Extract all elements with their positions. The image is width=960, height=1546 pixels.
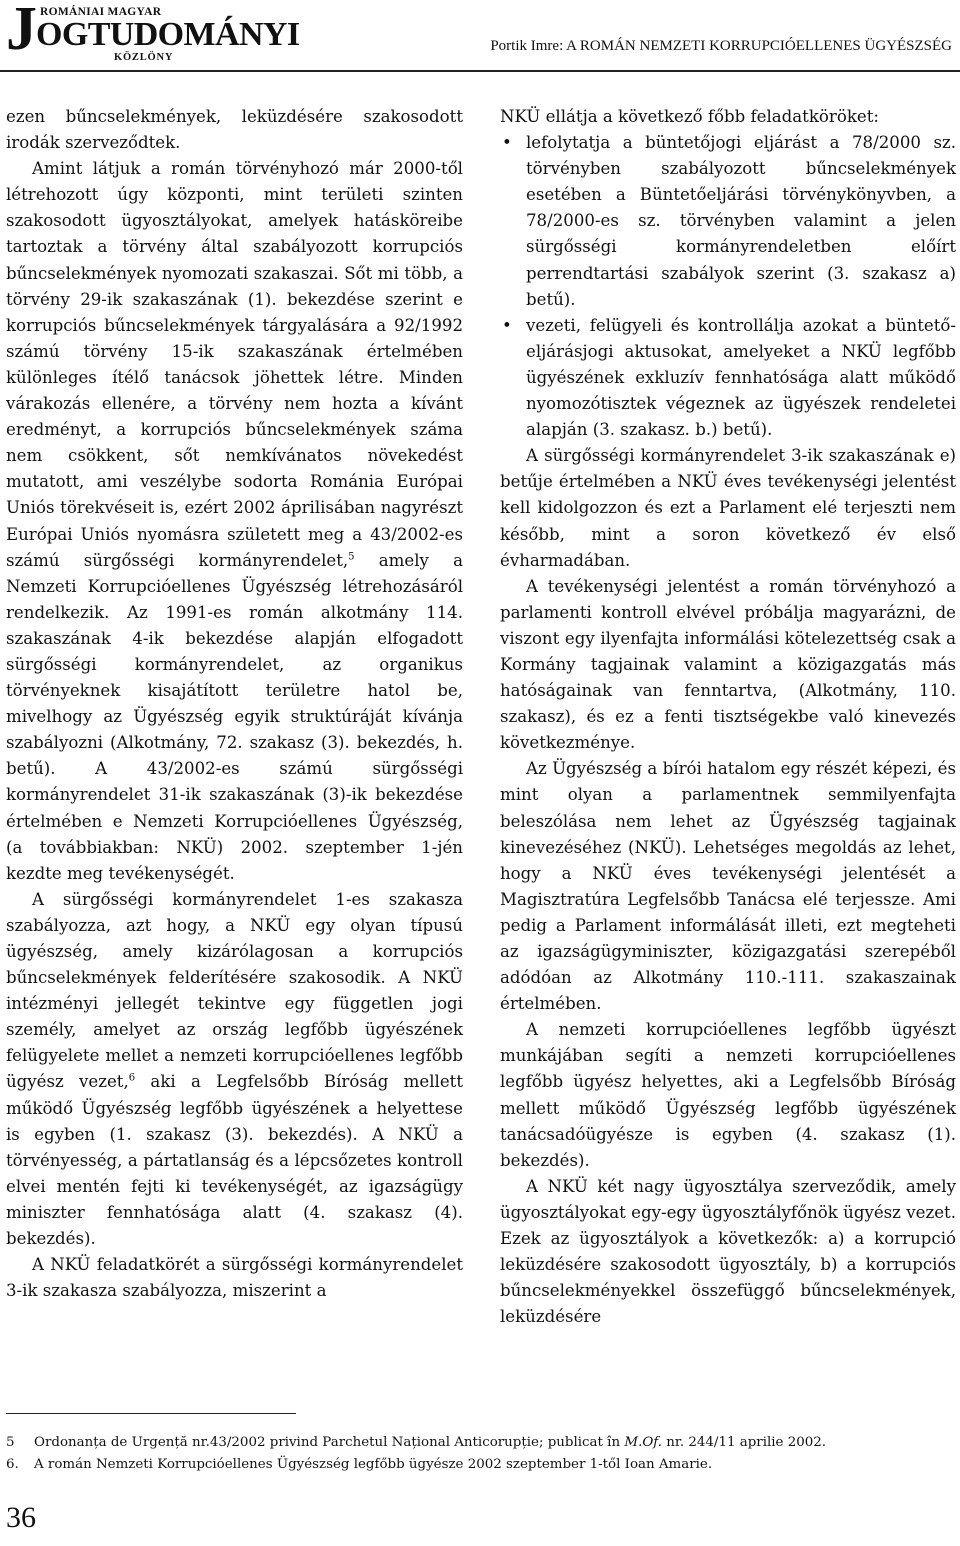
paragraph <box>6 887 463 1252</box>
footnote-ref[interactable]: 6 <box>128 1072 136 1084</box>
paragraph: A nemzeti korrupcióellenes legfőbb ügyészt munkájában segíti a nemzeti korrupcióellenes legfőbb ügyész helyettes, aki a Legfelsőbb Bíróság mellett működő Ügyészség legfőbb ügyészének tanácsadóügyésze is egyben (4. szakasz (1). bekezdés). <box>500 1020 956 1170</box>
masthead-subtitle: KÖZLÖNY <box>114 52 174 63</box>
paragraph: A sürgősségi kormányrendelet 3-ik szakaszának e) betűje értelmében a NKÜ éves tevékenységi jelentést kell kidolgozzon és ezt a Parlament elé terjeszti nem később, mint a soron következő év első évharmadában. <box>500 446 956 570</box>
footnote-ref[interactable]: 5 <box>348 551 355 563</box>
masthead-title: OGTUDOMÁNYI <box>36 16 300 53</box>
page-number: 36 <box>6 1501 36 1534</box>
right-column <box>500 104 956 1330</box>
header-rule <box>0 70 960 72</box>
running-head: Portik Imre: A ROMÁN NEMZETI KORRUPCIÓELLENES ÜGYÉSZSÉG <box>490 38 952 54</box>
list-item-text: lefolytatja a büntetőjogi eljárást a 78/2000 sz. törvényben szabályozott bűncselekmények esetében a Büntetőeljárási törvénykönyvben, a 78/2000-es sz. törvényben valamint a jelen sürgősségi kormányrendeletben előírt perrendtartási szabályok szerint (3. szakasz a) betű). <box>526 133 956 309</box>
footnote-text: A román Nemzeti Korrupcióellenes Ügyészség legfőbb ügyésze 2002 szeptember 1-től Ioan Amarie. <box>34 1457 713 1472</box>
list-item <box>500 130 956 313</box>
paragraph: ezen bűncselekmények, leküzdésére szakosodott irodák szerveződtek. <box>6 107 463 153</box>
footnote <box>6 1432 956 1454</box>
footnotes <box>6 1432 956 1476</box>
masthead-top-line: ROMÁNIAI MAGYAR <box>40 6 162 18</box>
footnote <box>6 1454 956 1476</box>
paragraph: NKÜ ellátja a következő főbb feladatköröket: <box>500 107 879 126</box>
paragraph-text: amely a Nemzeti Korrupcióellenes Ügyészség létrehozásáról rendelkezik. Az 1991-es román alkotmány 114. szakaszának 4-ik bekezdése alapján elfogadott sürgősségi kormányrendelet, az organikus törvényeknek kisajátított területre hatol be, mivelhogy az Ügyészség egyik struktúráját kívánja szabályozni (Alkotmány, 72. szakasz (3). bekezdés, h. betű). A 43/2002-es számú sürgősségi kormányrendelet 31-ik szakaszának (3)-ik bekezdése értelmében e Nemzeti Korrupcióellenes Ügyészség, (a továbbiakban: NKÜ) 2002. szeptember 1-jén kezdte meg tevékenységét. <box>6 550 463 883</box>
paragraph-text: A sürgősségi kormányrendelet 1-es szakasza szabályozza, azt hogy, a NKÜ egy olyan típusú ügyészség, amely kizárólagosan a korrupciós bűncselekmények felderítésére szakosodik. A NKÜ intézményi jellegét tekintve egy független jogi személy, amelyet az ország legfőbb ügyészének felügyelete mellet a nemzeti korrupcióellenes legfőbb ügyész vezet, <box>6 889 463 1092</box>
paragraph-text: aki a Legfelsőbb Bíróság mellett működő Ügyészség legfőbb ügyészének a helyettese is egyben (1. szakasz (3). bekezdés). A NKÜ a törvényesség, a pártatlanság és a lépcsőzetes kontroll elvei mentén fejti ki tevékenységét, az igazságügy miniszter fennhatósága alatt (4. szakasz (4). bekezdés). <box>6 1072 463 1249</box>
footnote-text-part: Ordonanța de Urgență nr.43/2002 privind Parchetul Național Anticorupție; publicat în <box>34 1435 625 1450</box>
footnote-text <box>34 1432 826 1454</box>
paragraph: A tevékenységi jelentést a román törvényhozó a parlamenti kontroll elvével próbálja magyarázni, de viszont egy ilyenfajta informálási kötelezettség csak a Kormány tagjainak valamint a közigazgatás más hatóságainak van fenntartva, (Alkotmány, 110. szakasz), és ez a fenti tisztségekbe való kinevezés következménye. <box>500 576 956 753</box>
paragraph: A NKÜ feladatkörét a sürgősségi kormányrendelet 3-ik szakasza szabályozza, miszerint a <box>6 1255 463 1301</box>
paragraph: A NKÜ két nagy ügyosztálya szerveződik, amely ügyosztályokat egy-egy ügyosztályfőnök ügyész vezet. Ezek az ügyosztályok a következők: a) a korrupció leküzdésére szakosodott ügyosztály, b) a korrupciós bűncselekményekkel összefüggő bűncselekmények, leküzdésére <box>500 1176 956 1327</box>
footnote-rule <box>6 1413 296 1414</box>
footnote-text-italic: M.Of. <box>624 1435 663 1450</box>
bullet-icon: • <box>502 315 512 335</box>
paragraph: Az Ügyészség a bírói hatalom egy részét képezi, és mint olyan a parlamentnek semmilyenfajta beleszólása nem lehet az Ügyészség tagjainak kinevezéséhez (NKÜ). Lehetséges megoldás az lehet, hogy a NKÜ éves tevékenységi jelentését a Magisztratúra Legfelsőbb Tanácsa elé terjessze. Ami pedig a Parlament informálását illeti, ezt megteheti az igazságügyminiszter, közigazgatási szerepéből adódóan az Alkotmány 110.-111. szakaszainak értelmében. <box>500 759 956 1014</box>
footnote-number: 6. <box>6 1457 19 1472</box>
journal-masthead <box>6 0 300 66</box>
paragraph <box>6 156 463 887</box>
footnote-text-part: nr. 244/11 aprilie 2002. <box>662 1435 827 1450</box>
list-item-text: vezeti, felügyeli és kontrollálja azokat a büntető-eljárásjogi aktusokat, amelyeket a NKÜ legfőbb ügyészének exkluzív fennhatósága alatt működő nyomozótisztek végeznek az ügyészek rendeletei alapján (3. szakasz. b.) betű). <box>526 315 956 440</box>
footnote-number: 5 <box>6 1435 15 1450</box>
bullet-icon: • <box>502 133 512 153</box>
masthead-initial: J <box>6 0 37 63</box>
paragraph-text: Amint látjuk a román törvényhozó már 2000-től létrehozott úgy központi, mint területi szinten szakosodott ügyosztályokat, amelyek hatásköreibe tartoztak a törvény által szabályozott korrupciós bűncselekmények nyomozati szakaszai. Sőt mi több, a törvény 29-ik szakaszának (1). bekezdése szerint e korrupciós bűncselekmények tárgyalására a 92/1992 számú törvény 15-ik szakaszának értelmében különleges ítélő tanácsok jöhettek létre. Minden várakozás ellenére, a törvény nem hozta a kívánt eredményt, a korrupciós bűncselekmények száma nem csökkent, sőt nemkívánatos növekedést mutatott, ami veszélybe sodorta Románia Európai Uniós törekvéseit is, ezért 2002 áprilisában nagyrészt Európai Uniós nyomásra született meg a 43/2002-es számú sürgősségi kormányrendelet, <box>6 159 463 570</box>
bullet-list <box>500 130 956 443</box>
list-item <box>500 313 956 443</box>
left-column <box>6 104 463 1304</box>
